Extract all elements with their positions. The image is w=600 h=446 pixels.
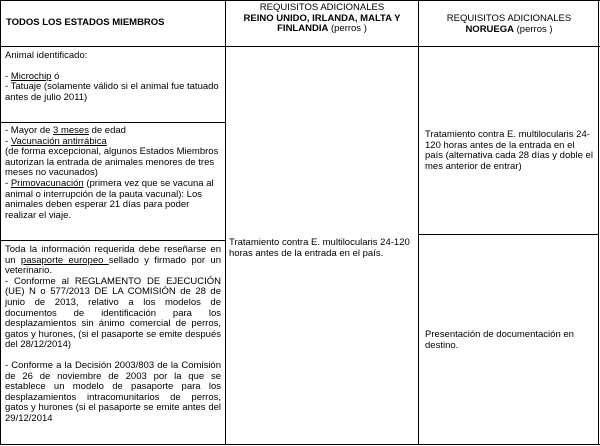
uk-treatment-cell [229,238,415,259]
vaccination-cell: - Mayor de 3 meses de edad - Vacunación antirrábica (de forma excepcional, algunos Estados Miembros autorizan la entrada de animales menores de tres meses no vacunados) - Primovacunación (primera vez que se vacuna al animal o interrupción de la pauta vacunal): Los animales deben esperar 21 días para poder realizar el viaje. [5,126,221,221]
decision-2003-item: - Conforme a la Decisión 2003/803 de la Comisión de 26 de noviembre de 2003 por la que se establece un modelo de pasaporte para los desplazamientos intracomunitarios de perros, gatos y hurones (si el pasaporte se emite antes del 29/12/2014 [5,359,221,424]
header-uk-ireland-malta-finland [228,3,416,35]
norway-treatment-cell [425,130,595,172]
header-divider [0,46,600,47]
norway-treatment-text: Tratamiento contra E. multilocularis 24-120 horas antes de la entrada en el país (alternativa cada 28 días y doble el mes anterior de entrar) [425,129,593,172]
norway-documentation-text: Presentación de documentación en destino. [425,329,574,351]
header-countries: REINO UNIDO, IRLANDA, MALTA Y FINLANDIA [243,12,401,35]
row-divider-2 [0,240,226,241]
regulation-2013-item: - Conforme al REGLAMENTO DE EJECUCIÓN (UE) N o 577/2013 DE LA COMISIÓN de 28 de junio de 2013, relativo a los modelos de documentos de identificación para los desplazamientos sin ánimo comercial de perros, gatos y hurones, (si el pasaporte se emite después del 28/12/2014) [5,275,221,351]
tattoo-item: - Tatuaje (solamente válido si el animal fue tatuado antes de julio 2011) [5,81,219,103]
table-border-left [0,0,1,445]
rabies-vaccination-link[interactable]: Vacunación antirrábica [10,135,107,147]
identification-intro: Animal identificado: [5,50,88,61]
table-border-bottom [0,444,600,445]
identification-cell: Animal identificado: - Microchip ó - Tatuaje (solamente válido si el animal fue tatuado antes de julio 2011) [5,51,221,103]
header-all-member-states: TODOS LOS ESTADOS MIEMBROS [6,17,165,28]
header-countries: NORUEGA [465,23,514,35]
microchip-link[interactable]: Microchip [10,70,52,82]
column-divider-1 [225,0,226,445]
primovaccination-link[interactable]: Primovacunación [10,177,84,189]
header-label: REQUISITOS ADICIONALES [446,13,572,24]
norway-documentation-cell [425,330,595,351]
table-border-top [0,0,600,1]
table-border-right [598,0,599,445]
row-divider-1 [0,122,226,123]
passport-cell: Toda la información requerida debe reseñarse en un pasaporte europeo sellado y firmado por un veterinario. - Conforme al REGLAMENTO DE EJECUCIÓN (UE) N o 577/2013 DE LA COMISIÓN de 28 de junio de 2013, relativo a los modelos de documentos de identificación para los desplazamientos sin ánimo comercial de perros, gatos y hurones, (si el pasaporte se emite después del 28/12/2014) - Conforme a la Decisión 2003/803 de la Comisión de 26 de noviembre de 2003 por la que se establece un modelo de pasaporte para los desplazamientos intracomunitarios de perros, gatos y hurones (si el pasaporte se emite antes del 29/12/2014 [5,244,221,424]
header-suffix: (perros ) [514,23,553,35]
column-divider-2 [418,0,419,445]
uk-treatment-text: Tratamiento contra E. multilocularis 24-120 horas antes de la entrada en el país. [229,237,410,259]
age-link[interactable]: 3 meses [53,125,89,136]
header-norway [421,14,597,35]
primovaccination-text: (primera vez que se vacuna al animal o interrupción de la pauta vacunal): Los animales deben esperar 21 días para poder realizar el viaje. [5,177,214,221]
european-passport-link[interactable]: pasaporte europeo [20,254,109,266]
col3-divider [418,234,599,235]
header-suffix: (perros ) [328,23,367,35]
header-label: REQUISITOS ADICIONALES [259,2,385,13]
vaccination-note: (de forma excepcional, algunos Estados Miembros autorizan la entrada de animales menores de tres meses no vacunados) [5,146,219,179]
